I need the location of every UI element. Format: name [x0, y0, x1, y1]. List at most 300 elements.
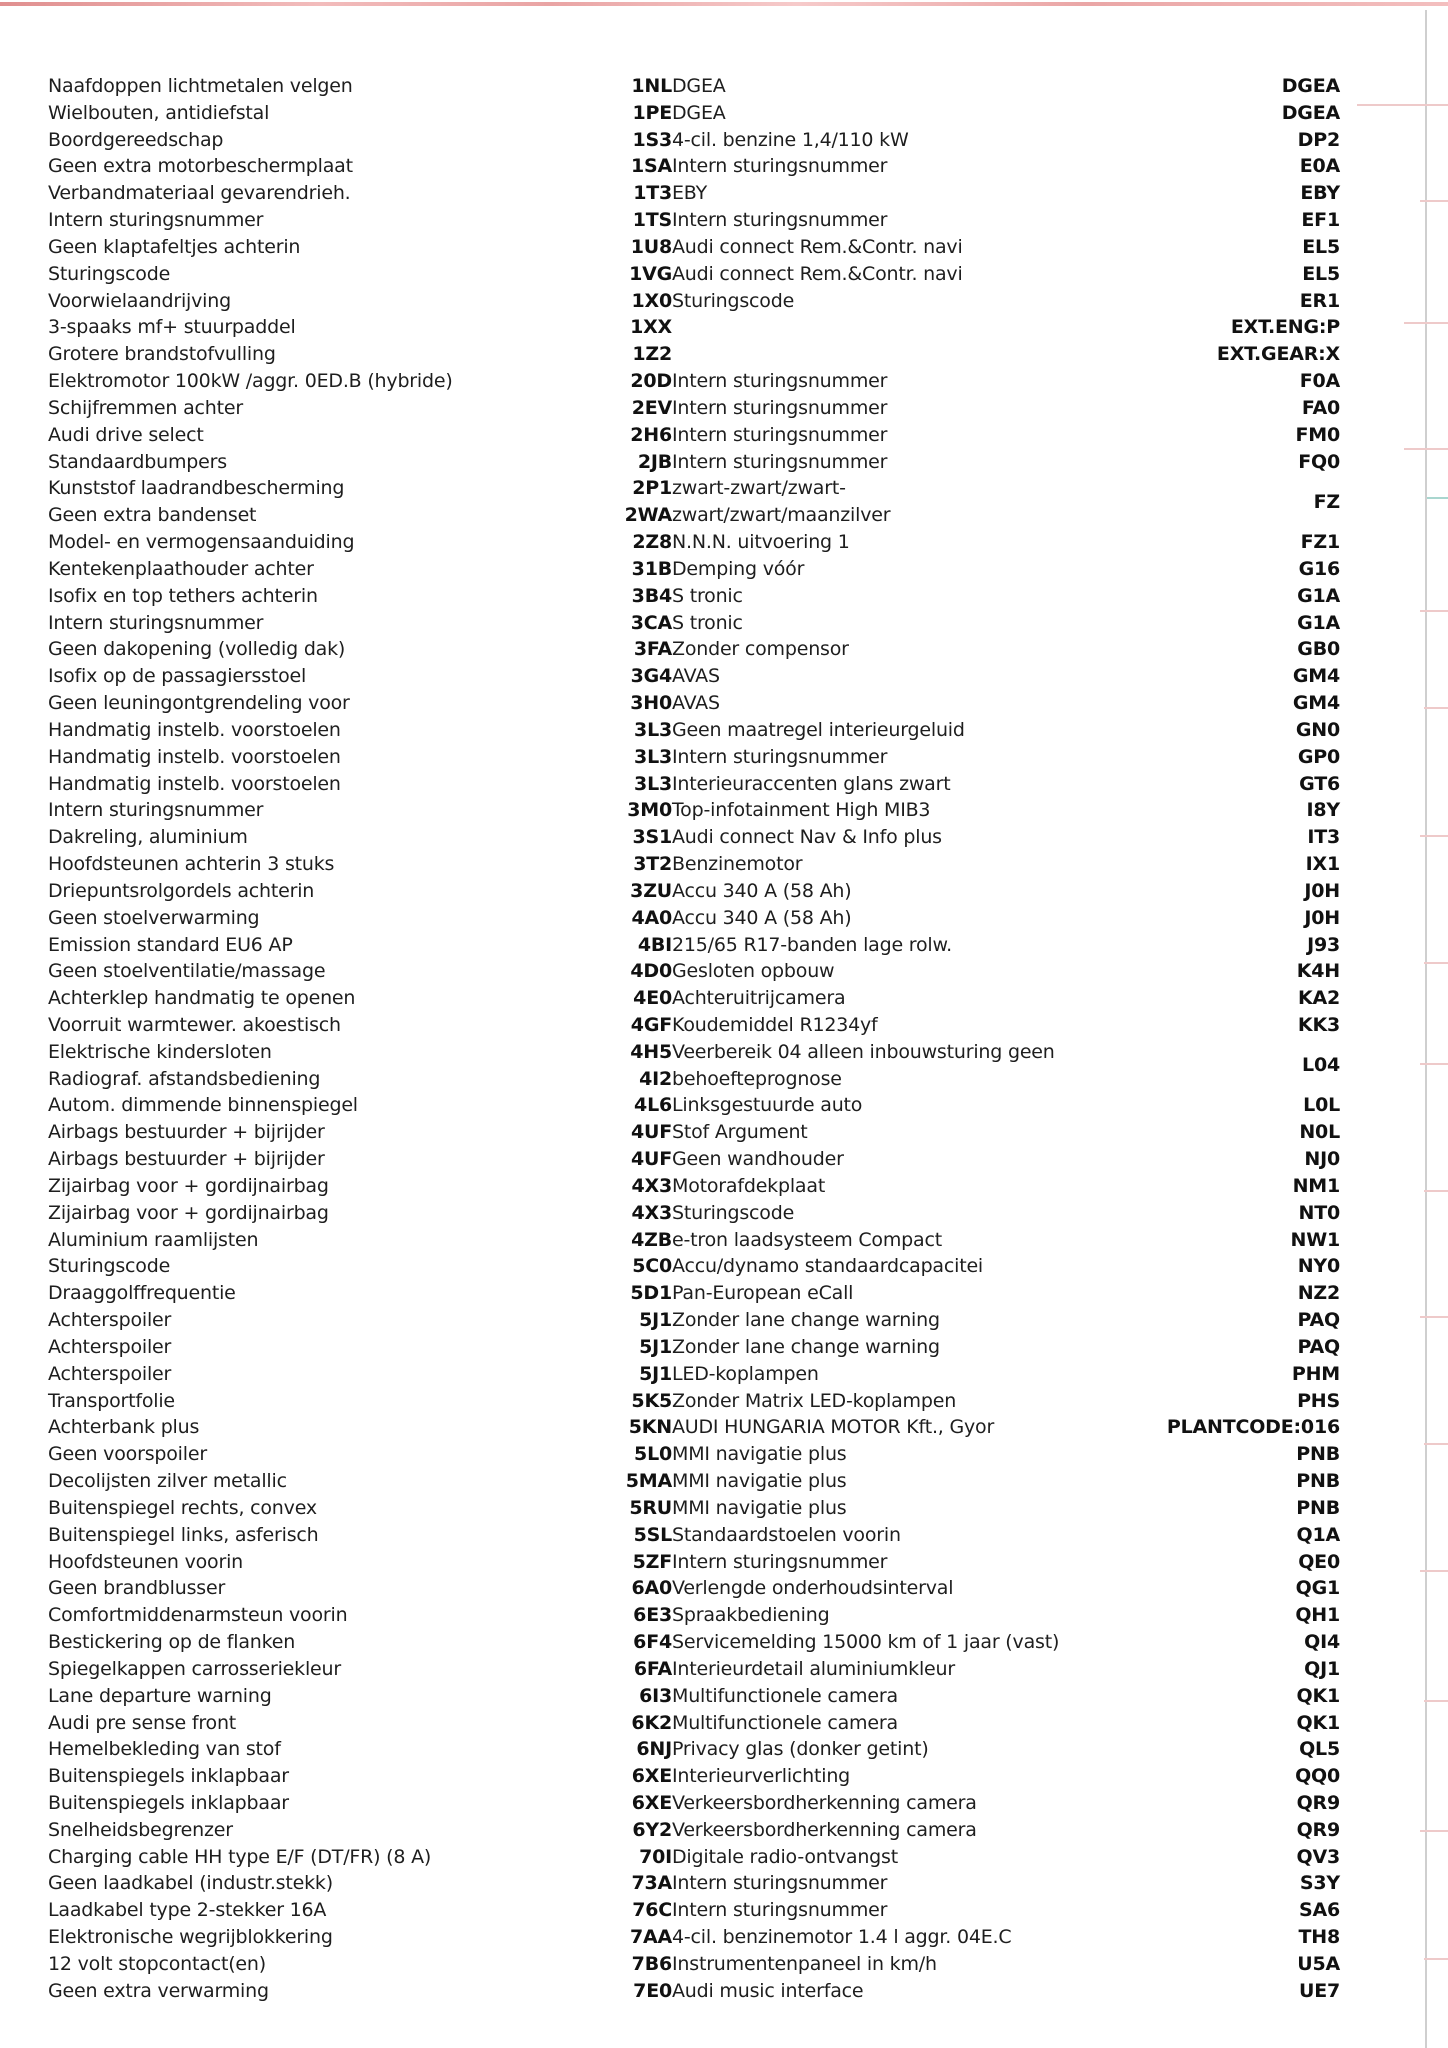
option-desc-right: Zonder lane change warning [672, 1309, 940, 1332]
option-code-left: 6K2 [631, 1711, 672, 1734]
option-code-left: 1T3 [633, 182, 672, 205]
option-desc-right: Verkeersbordherkenning camera [672, 1818, 977, 1841]
option-code-left: 5J1 [639, 1362, 672, 1385]
option-row [48, 744, 1340, 771]
option-code-right: SA6 [1298, 1899, 1340, 1922]
option-row [48, 1173, 1340, 1200]
option-desc-left: Voorwielaandrijving [48, 289, 231, 312]
option-code-right: GM4 [1292, 692, 1340, 715]
option-row [48, 207, 1340, 234]
option-desc-left: Intern sturingsnummer [48, 799, 264, 822]
option-code-left: 1Z2 [632, 343, 672, 366]
option-row [48, 449, 1340, 476]
option-desc-left: Achterbank plus [48, 1416, 200, 1439]
option-code-left: 7AA [629, 1926, 672, 1949]
option-code-right: I8Y [1306, 799, 1340, 822]
option-row [48, 1978, 1340, 2005]
option-row [48, 395, 1340, 422]
option-code-right: J93 [1307, 933, 1340, 956]
option-desc-right: Instrumentenpaneel in km/h [672, 1952, 937, 1975]
option-desc-right: Servicemelding 15000 km of 1 jaar (vast) [672, 1631, 1060, 1654]
option-desc-right: Multifunctionele camera [672, 1711, 898, 1734]
option-desc-right: N.N.N. uitvoering 1 [672, 531, 850, 554]
option-desc-right: Audi connect Nav & Info plus [672, 826, 942, 849]
option-row [48, 1817, 1340, 1844]
option-desc-right: Sturingscode [672, 289, 795, 312]
option-desc-right: EBY [672, 182, 708, 205]
option-code-left: 2H6 [630, 423, 672, 446]
option-code-left: 4X3 [631, 1174, 672, 1197]
option-desc-left: Buitenspiegels inklapbaar [48, 1792, 289, 1814]
option-desc-left: Sturingscode [48, 1255, 171, 1278]
option-code-right: N0L [1299, 1121, 1340, 1144]
option-desc-left: Hemelbekleding van stof [48, 1738, 281, 1761]
option-code-left: 6XE [631, 1765, 672, 1788]
option-code-right: QR9 [1296, 1792, 1340, 1814]
option-code-right: QV3 [1296, 1845, 1340, 1868]
option-desc-left: Aluminium raamlijsten [48, 1228, 259, 1251]
scan-artifact-line [1420, 1830, 1448, 1832]
option-desc-right: MMI navigatie plus [672, 1496, 847, 1519]
option-row [48, 851, 1340, 878]
option-row [48, 1012, 1340, 1039]
option-code-right: GB0 [1297, 638, 1340, 661]
option-code-right: NJ0 [1304, 1148, 1340, 1171]
scan-artifact-line [1424, 962, 1448, 964]
option-desc-right: Gesloten opbouw [672, 960, 835, 983]
option-desc-left: Achterspoiler [48, 1362, 172, 1385]
option-desc-left: Dakreling, aluminium [48, 826, 248, 849]
option-desc-left: Emission standard EU6 AP [48, 933, 293, 956]
option-desc-left: Elektrische kindersloten [48, 1040, 272, 1063]
option-row [48, 314, 1340, 341]
option-code-right: NM1 [1292, 1174, 1340, 1197]
option-code-left: 4A0 [631, 906, 672, 929]
option-desc-left: Audi drive select [48, 423, 204, 446]
option-code-left: 4H5 [630, 1040, 672, 1063]
option-code-right: PHM [1291, 1362, 1340, 1385]
option-code-left: 3B4 [631, 584, 672, 607]
option-desc-right: Intern sturingsnummer [672, 423, 888, 446]
option-row [48, 878, 1340, 905]
option-desc-right: MMI navigatie plus [672, 1470, 847, 1493]
option-desc-right: Intern sturingsnummer [672, 1872, 888, 1895]
option-desc-left: Geen stoelverwarming [48, 906, 260, 929]
option-desc-right: Veerbereik 04 alleen inbouwsturing geen [672, 1040, 1055, 1063]
option-desc-left: Geen voorspoiler [48, 1443, 207, 1466]
option-code-right: G16 [1298, 557, 1340, 580]
option-code-right: QJ1 [1304, 1657, 1340, 1680]
option-code-left: 4D0 [630, 960, 672, 983]
option-desc-right: AVAS [672, 665, 720, 688]
option-code-left: 70I [639, 1845, 672, 1868]
option-code-left: 3G4 [630, 665, 672, 688]
option-code-left: 3L3 [634, 745, 672, 768]
scan-artifact-line [1420, 200, 1448, 202]
option-code-right: PNB [1296, 1443, 1340, 1466]
option-row [48, 1951, 1340, 1978]
option-desc-right: Geen wandhouder [672, 1148, 844, 1171]
option-row [48, 1790, 1340, 1817]
option-code-left: 6F4 [633, 1631, 672, 1654]
option-desc-left: 12 volt stopcontact(en) [48, 1952, 266, 1975]
option-desc-right: Intern sturingsnummer [672, 370, 888, 393]
option-row [48, 368, 1340, 395]
option-desc-right: MMI navigatie plus [672, 1443, 847, 1466]
option-desc-left: Geen extra verwarming [48, 1979, 269, 2002]
option-code-left: 3ZU [630, 879, 672, 902]
option-row [48, 1200, 1340, 1227]
option-row [48, 1602, 1340, 1629]
options-table-body [48, 73, 1340, 2005]
option-code-left: 20D [630, 370, 672, 393]
option-desc-left: Lane departure warning [48, 1684, 272, 1707]
option-row [48, 1683, 1340, 1710]
option-code-left: 2P1 [632, 477, 672, 500]
option-row [48, 1414, 1340, 1441]
option-code-left: 2JB [637, 450, 672, 473]
option-row [48, 636, 1340, 663]
option-desc-left: Zijairbag voor + gordijnairbag [48, 1201, 329, 1224]
option-row [48, 127, 1340, 154]
option-desc-right: Privacy glas (donker getint) [672, 1738, 929, 1761]
option-code-left: 3H0 [630, 692, 672, 715]
option-code-right: QR9 [1296, 1818, 1340, 1841]
option-code-right: EXT.ENG:P [1230, 316, 1340, 339]
option-desc-right: Verkeersbordherkenning camera [672, 1792, 977, 1814]
option-row [48, 1575, 1340, 1602]
option-desc-right: Audi connect Rem.&Contr. navi [672, 262, 963, 285]
option-desc-left: Laadkabel type 2-stekker 16A [48, 1899, 327, 1922]
option-code-left: 5D1 [630, 1282, 672, 1305]
option-desc-right: zwart-zwart/zwart- [672, 477, 846, 500]
option-code-left: 4GF [630, 1013, 672, 1036]
option-row [48, 234, 1340, 261]
option-row [48, 1092, 1340, 1119]
option-code-right: GN0 [1295, 718, 1340, 741]
scan-artifact-line [1427, 497, 1448, 499]
option-code-right: EBY [1300, 182, 1340, 205]
option-desc-left: Spiegelkappen carrosseriekleur [48, 1657, 341, 1680]
option-code-right: QI4 [1304, 1631, 1340, 1654]
option-row [48, 1227, 1340, 1254]
options-table [48, 73, 1340, 2005]
option-code-left: 5SL [633, 1523, 672, 1546]
scan-artifact-line [1424, 1700, 1448, 1702]
option-desc-right: AUDI HUNGARIA MOTOR Kft., Gyor [672, 1416, 995, 1439]
option-desc-left: Elektronische wegrijblokkering [48, 1926, 333, 1949]
option-code-left: 3S1 [632, 826, 672, 849]
option-row [48, 529, 1340, 556]
option-row [48, 663, 1340, 690]
option-row [48, 556, 1340, 583]
option-code-left: 6I3 [639, 1684, 672, 1707]
option-row [48, 341, 1340, 368]
option-desc-left: Geen stoelventilatie/massage [48, 960, 326, 983]
option-code-right: K4H [1296, 960, 1340, 983]
option-desc-right: AVAS [672, 692, 720, 715]
option-code-right: QQ0 [1295, 1765, 1340, 1788]
option-code-left: 4UF [630, 1148, 672, 1171]
option-desc-right: Accu 340 A (58 Ah) [672, 906, 852, 929]
option-code-left: 1U8 [630, 235, 672, 258]
option-row [48, 73, 1340, 100]
option-code-right: IT3 [1307, 826, 1340, 849]
option-code-left: 5RU [629, 1496, 672, 1519]
scan-artifact-line [1420, 1063, 1448, 1065]
option-code-left: 1X0 [631, 289, 672, 312]
option-desc-right [672, 314, 1160, 341]
option-desc-left: Buitenspiegel rechts, convex [48, 1496, 317, 1519]
option-row [48, 717, 1340, 744]
option-code-right: S3Y [1299, 1872, 1340, 1895]
option-desc-left: Intern sturingsnummer [48, 209, 264, 232]
option-desc-right: Linksgestuurde auto [672, 1094, 863, 1117]
option-code-right: FQ0 [1298, 450, 1340, 473]
option-desc-left: Handmatig instelb. voorstoelen [48, 772, 341, 795]
scan-artifact-line [1420, 835, 1448, 837]
option-code-right: NY0 [1297, 1255, 1340, 1278]
option-row [48, 824, 1340, 851]
option-code-left: 3M0 [627, 799, 672, 822]
option-desc-left: Handmatig instelb. voorstoelen [48, 745, 341, 768]
option-code-right: FM0 [1295, 423, 1340, 446]
option-code-right: DGEA [1281, 101, 1340, 124]
option-code-right: IX1 [1305, 853, 1340, 876]
scan-artifact-line [1404, 322, 1448, 324]
option-desc-right: Intern sturingsnummer [672, 155, 888, 178]
option-desc-right: Motorafdekplaat [672, 1174, 826, 1197]
option-desc-left: Buitenspiegel links, asferisch [48, 1523, 319, 1546]
option-desc-right: Intern sturingsnummer [672, 745, 888, 768]
option-row [48, 288, 1340, 315]
option-desc-left: Hoofdsteunen achterin 3 stuks [48, 853, 335, 876]
option-row [48, 1710, 1340, 1737]
option-desc-left: Airbags bestuurder + bijrijder [48, 1148, 325, 1171]
option-desc-right: Zonder compensor [672, 638, 849, 661]
option-code-left: 6E3 [633, 1604, 672, 1627]
option-desc-right: Intern sturingsnummer [672, 450, 888, 473]
option-row [48, 1146, 1340, 1173]
option-row [48, 1763, 1340, 1790]
option-desc-left: Geen brandblusser [48, 1577, 226, 1600]
option-code-right: PAQ [1297, 1335, 1340, 1358]
scan-artifact-line [1424, 1958, 1448, 1960]
option-desc-right: Achteruitrijcamera [672, 987, 846, 1010]
option-code-right: QH1 [1295, 1604, 1340, 1627]
option-desc-left: Verbandmateriaal gevarendrieh. [48, 182, 351, 205]
scan-artifact-line [1424, 707, 1448, 709]
option-row [48, 261, 1340, 288]
option-desc-right: Intern sturingsnummer [672, 1550, 888, 1573]
option-desc-left: Autom. dimmende binnenspiegel [48, 1094, 358, 1117]
scan-artifact-line [1420, 610, 1448, 612]
option-desc-left: Geen dakopening (volledig dak) [48, 638, 346, 661]
option-desc-right: 4-cil. benzine 1,4/110 kW [672, 128, 909, 151]
option-desc-right: Top-infotainment High MIB3 [672, 799, 931, 822]
option-code-right: GP0 [1297, 745, 1340, 768]
option-row [48, 1870, 1340, 1897]
option-code-right: FZ [1313, 490, 1340, 513]
option-desc-right: LED-koplampen [672, 1362, 819, 1385]
option-desc-left: Grotere brandstofvulling [48, 343, 276, 366]
option-row [48, 475, 1340, 502]
option-desc-left: Bestickering op de flanken [48, 1631, 296, 1654]
option-code-left: 6XE [631, 1792, 672, 1814]
option-code-left: 6A0 [631, 1577, 672, 1600]
option-desc-right: Stof Argument [672, 1121, 808, 1144]
option-desc-left: Naafdoppen lichtmetalen velgen [48, 75, 353, 97]
option-row [48, 1388, 1340, 1415]
option-desc-right: Interieuraccenten glans zwart [672, 772, 951, 795]
option-desc-left: Transportfolie [48, 1389, 175, 1412]
option-row [48, 1897, 1340, 1924]
option-code-left: 5J1 [639, 1309, 672, 1332]
option-code-right: EL5 [1302, 235, 1340, 258]
option-row [48, 1549, 1340, 1576]
option-desc-right: Sturingscode [672, 1201, 795, 1224]
option-desc-left: Isofix en top tethers achterin [48, 584, 318, 607]
option-code-right: QG1 [1295, 1577, 1340, 1600]
option-desc-left: Snelheidsbegrenzer [48, 1818, 233, 1841]
option-row [48, 153, 1340, 180]
option-code-right: DP2 [1297, 128, 1340, 151]
option-desc-left: Driepuntsrolgordels achterin [48, 879, 315, 902]
option-desc-left: Achterspoiler [48, 1335, 172, 1358]
option-row [48, 502, 1340, 529]
option-row [48, 1924, 1340, 1951]
option-code-left: 1SA [630, 155, 672, 178]
option-desc-right: Demping vóór [672, 557, 805, 580]
option-code-right: J0H [1304, 879, 1340, 902]
option-code-left: 1NL [631, 75, 672, 97]
option-code-left: 76C [632, 1899, 672, 1922]
option-code-left: 2EV [631, 396, 672, 419]
option-code-left: 5K5 [631, 1389, 672, 1412]
scan-artifact-line [1404, 448, 1448, 450]
option-code-left: 1VG [629, 262, 672, 285]
option-code-left: 4X3 [631, 1201, 672, 1224]
option-code-left: 5MA [625, 1470, 672, 1493]
option-row [48, 1656, 1340, 1683]
option-desc-left: Handmatig instelb. voorstoelen [48, 718, 341, 741]
option-row [48, 985, 1340, 1012]
option-desc-right: Standaardstoelen voorin [672, 1523, 901, 1546]
option-row [48, 1844, 1340, 1871]
option-code-left: 1TS [632, 209, 672, 232]
option-code-left: 4UF [630, 1121, 672, 1144]
option-code-left: 6NJ [636, 1738, 672, 1761]
option-code-right: QK1 [1296, 1684, 1340, 1707]
option-code-left: 1XX [630, 316, 672, 339]
option-desc-right: S tronic [672, 584, 743, 607]
option-desc-left: Schijfremmen achter [48, 396, 243, 419]
option-desc-right: 215/65 R17-banden lage rolw. [672, 933, 952, 956]
option-desc-right: Pan-European eCall [672, 1282, 854, 1305]
option-code-right: FZ1 [1300, 531, 1340, 554]
option-code-right: ER1 [1299, 289, 1340, 312]
option-desc-left: Airbags bestuurder + bijrijder [48, 1121, 325, 1144]
option-row [48, 1307, 1340, 1334]
option-code-left: 6FA [633, 1657, 672, 1680]
option-desc-left: Wielbouten, antidiefstal [48, 101, 270, 124]
option-desc-right: Audi connect Rem.&Contr. navi [672, 235, 963, 258]
option-desc-left: Buitenspiegels inklapbaar [48, 1765, 289, 1788]
option-desc-right: Spraakbediening [672, 1604, 830, 1627]
option-desc-right: Verlengde onderhoudsinterval [672, 1577, 954, 1600]
option-code-right: EF1 [1301, 209, 1340, 232]
option-row [48, 1468, 1340, 1495]
option-code-left: 5L0 [634, 1443, 672, 1466]
option-code-right: PLANTCODE:016 [1166, 1416, 1340, 1439]
option-row [48, 771, 1340, 798]
option-row [48, 1253, 1340, 1280]
option-code-right: NT0 [1298, 1201, 1340, 1224]
option-code-right: PNB [1296, 1496, 1340, 1519]
option-code-left: 5ZF [632, 1550, 672, 1573]
option-row [48, 1039, 1340, 1066]
option-desc-right: Zonder Matrix LED-koplampen [672, 1389, 957, 1412]
option-desc-right: 4-cil. benzinemotor 1.4 l aggr. 04E.C [672, 1926, 1012, 1949]
option-code-right: Q1A [1296, 1523, 1340, 1546]
option-code-right: G1A [1297, 584, 1340, 607]
option-desc-right: Accu 340 A (58 Ah) [672, 879, 852, 902]
option-desc-right: DGEA [672, 75, 726, 97]
option-desc-right: Geen maatregel interieurgeluid [672, 718, 965, 741]
option-code-right: QK1 [1296, 1711, 1340, 1734]
option-desc-right: behoefteprognose [672, 1067, 842, 1090]
option-desc-left: Achterklep handmatig te openen [48, 987, 356, 1010]
option-desc-right: Interieurdetail aluminiumkleur [672, 1657, 955, 1680]
option-desc-left: Model- en vermogensaanduiding [48, 531, 355, 554]
option-code-right: KK3 [1297, 1013, 1340, 1036]
option-code-left: 5KN [628, 1416, 672, 1439]
option-code-left: 1S3 [632, 128, 672, 151]
option-code-right: U5A [1297, 1952, 1340, 1975]
option-desc-left: Boordgereedschap [48, 128, 224, 151]
option-desc-right: S tronic [672, 611, 743, 634]
option-desc-left: Elektromotor 100kW /aggr. 0ED.B (hybride) [48, 370, 453, 393]
option-desc-left: Intern sturingsnummer [48, 611, 264, 634]
option-desc-right: Audi music interface [672, 1979, 864, 2002]
right-margin-rule [1425, 10, 1427, 2048]
option-code-left: 4I2 [639, 1067, 672, 1090]
option-code-right: F0A [1299, 370, 1340, 393]
option-row [48, 1495, 1340, 1522]
option-desc-right: Interieurverlichting [672, 1765, 851, 1788]
scan-artifact-line [1420, 1316, 1448, 1318]
option-desc-right: e-tron laadsysteem Compact [672, 1228, 942, 1251]
option-code-left: 4ZB [631, 1228, 672, 1251]
option-code-right: QE0 [1298, 1550, 1340, 1573]
option-desc-left: Hoofdsteunen voorin [48, 1550, 244, 1573]
option-code-left: 7B6 [631, 1952, 672, 1975]
option-code-right: KA2 [1297, 987, 1340, 1010]
option-code-right: DGEA [1281, 75, 1340, 97]
option-desc-left: Radiograf. afstandsbediening [48, 1067, 321, 1090]
option-row [48, 610, 1340, 637]
option-code-left: 3CA [630, 611, 672, 634]
option-code-left: 4BI [637, 933, 672, 956]
option-row [48, 583, 1340, 610]
option-desc-right: Intern sturingsnummer [672, 396, 888, 419]
option-row [48, 1441, 1340, 1468]
option-desc-right: Accu/dynamo standaardcapacitei [672, 1255, 984, 1278]
option-row [48, 180, 1340, 207]
option-desc-left: Geen leuningontgrendeling voor [48, 692, 350, 715]
option-row [48, 1334, 1340, 1361]
option-row [48, 1361, 1340, 1388]
